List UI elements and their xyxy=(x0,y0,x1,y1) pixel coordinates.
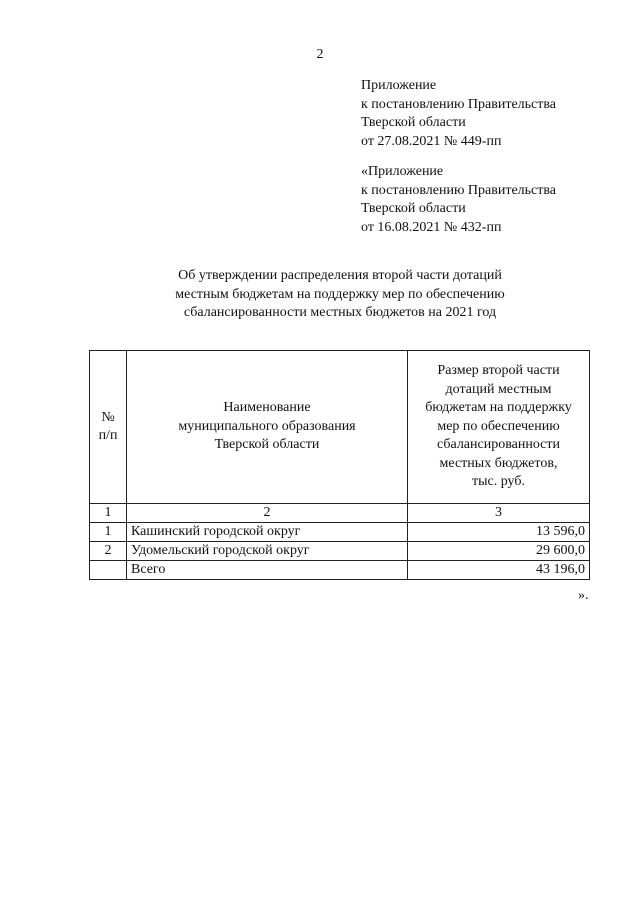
title-line: Об утверждении распределения второй части дотаций xyxy=(178,268,502,283)
header-text: № xyxy=(101,409,115,425)
subsidy-distribution-table xyxy=(89,350,590,580)
appendix-header-current xyxy=(361,77,556,151)
row-number: 1 xyxy=(90,523,127,542)
row-number xyxy=(90,561,127,580)
header-number xyxy=(90,351,127,504)
column-number: 2 xyxy=(127,504,408,523)
appendix-line: от 16.08.2021 № 432-пп xyxy=(361,219,502,235)
total-row xyxy=(90,561,590,580)
column-number: 1 xyxy=(90,504,127,523)
header-amount xyxy=(408,351,590,504)
subsidy-amount: 13 596,0 xyxy=(408,523,590,542)
appendix-line: к постановлению Правительства xyxy=(361,96,557,112)
document-title xyxy=(130,267,550,323)
header-text: Размер второй части xyxy=(437,363,560,379)
header-text: местных бюджетов, xyxy=(439,455,558,471)
appendix-line: Тверской области xyxy=(361,115,466,130)
municipality-name: Кашинский городской округ xyxy=(127,523,408,542)
header-text: муниципального образования xyxy=(178,418,356,434)
header-text: п/п xyxy=(98,428,118,443)
header-text: Наименование xyxy=(223,400,311,416)
subsidy-amount: 29 600,0 xyxy=(408,542,590,561)
header-text: дотаций местным xyxy=(445,381,552,397)
table-row xyxy=(90,542,590,561)
total-amount: 43 196,0 xyxy=(408,561,590,580)
title-line: местным бюджетам на поддержку мер по обеспечению xyxy=(175,286,505,302)
appendix-line: Приложение xyxy=(361,78,437,93)
page-number: 2 xyxy=(316,47,324,62)
appendix-line: «Приложение xyxy=(361,164,444,179)
column-number: 3 xyxy=(408,504,590,523)
header-municipality xyxy=(127,351,408,504)
appendix-line: Тверской области xyxy=(361,201,466,216)
title-line: сбалансированности местных бюджетов на 2021 год xyxy=(183,305,497,320)
municipality-name: Удомельский городской округ xyxy=(127,542,408,561)
total-label: Всего xyxy=(127,561,408,580)
appendix-line: к постановлению Правительства xyxy=(361,182,557,198)
column-number-row xyxy=(90,504,590,523)
header-text: Тверской области xyxy=(214,437,320,453)
closing-quote-mark: ». xyxy=(578,588,589,603)
row-number: 2 xyxy=(90,542,127,561)
header-text: мер по обеспечению xyxy=(437,418,560,434)
header-text: сбалансированности xyxy=(436,437,561,453)
appendix-header-original xyxy=(361,163,556,237)
header-text: бюджетам на поддержку xyxy=(425,400,572,416)
table-row xyxy=(90,523,590,542)
appendix-line: от 27.08.2021 № 449-пп xyxy=(361,133,502,149)
table-header-row xyxy=(90,351,590,504)
header-text: тыс. руб. xyxy=(472,474,525,490)
